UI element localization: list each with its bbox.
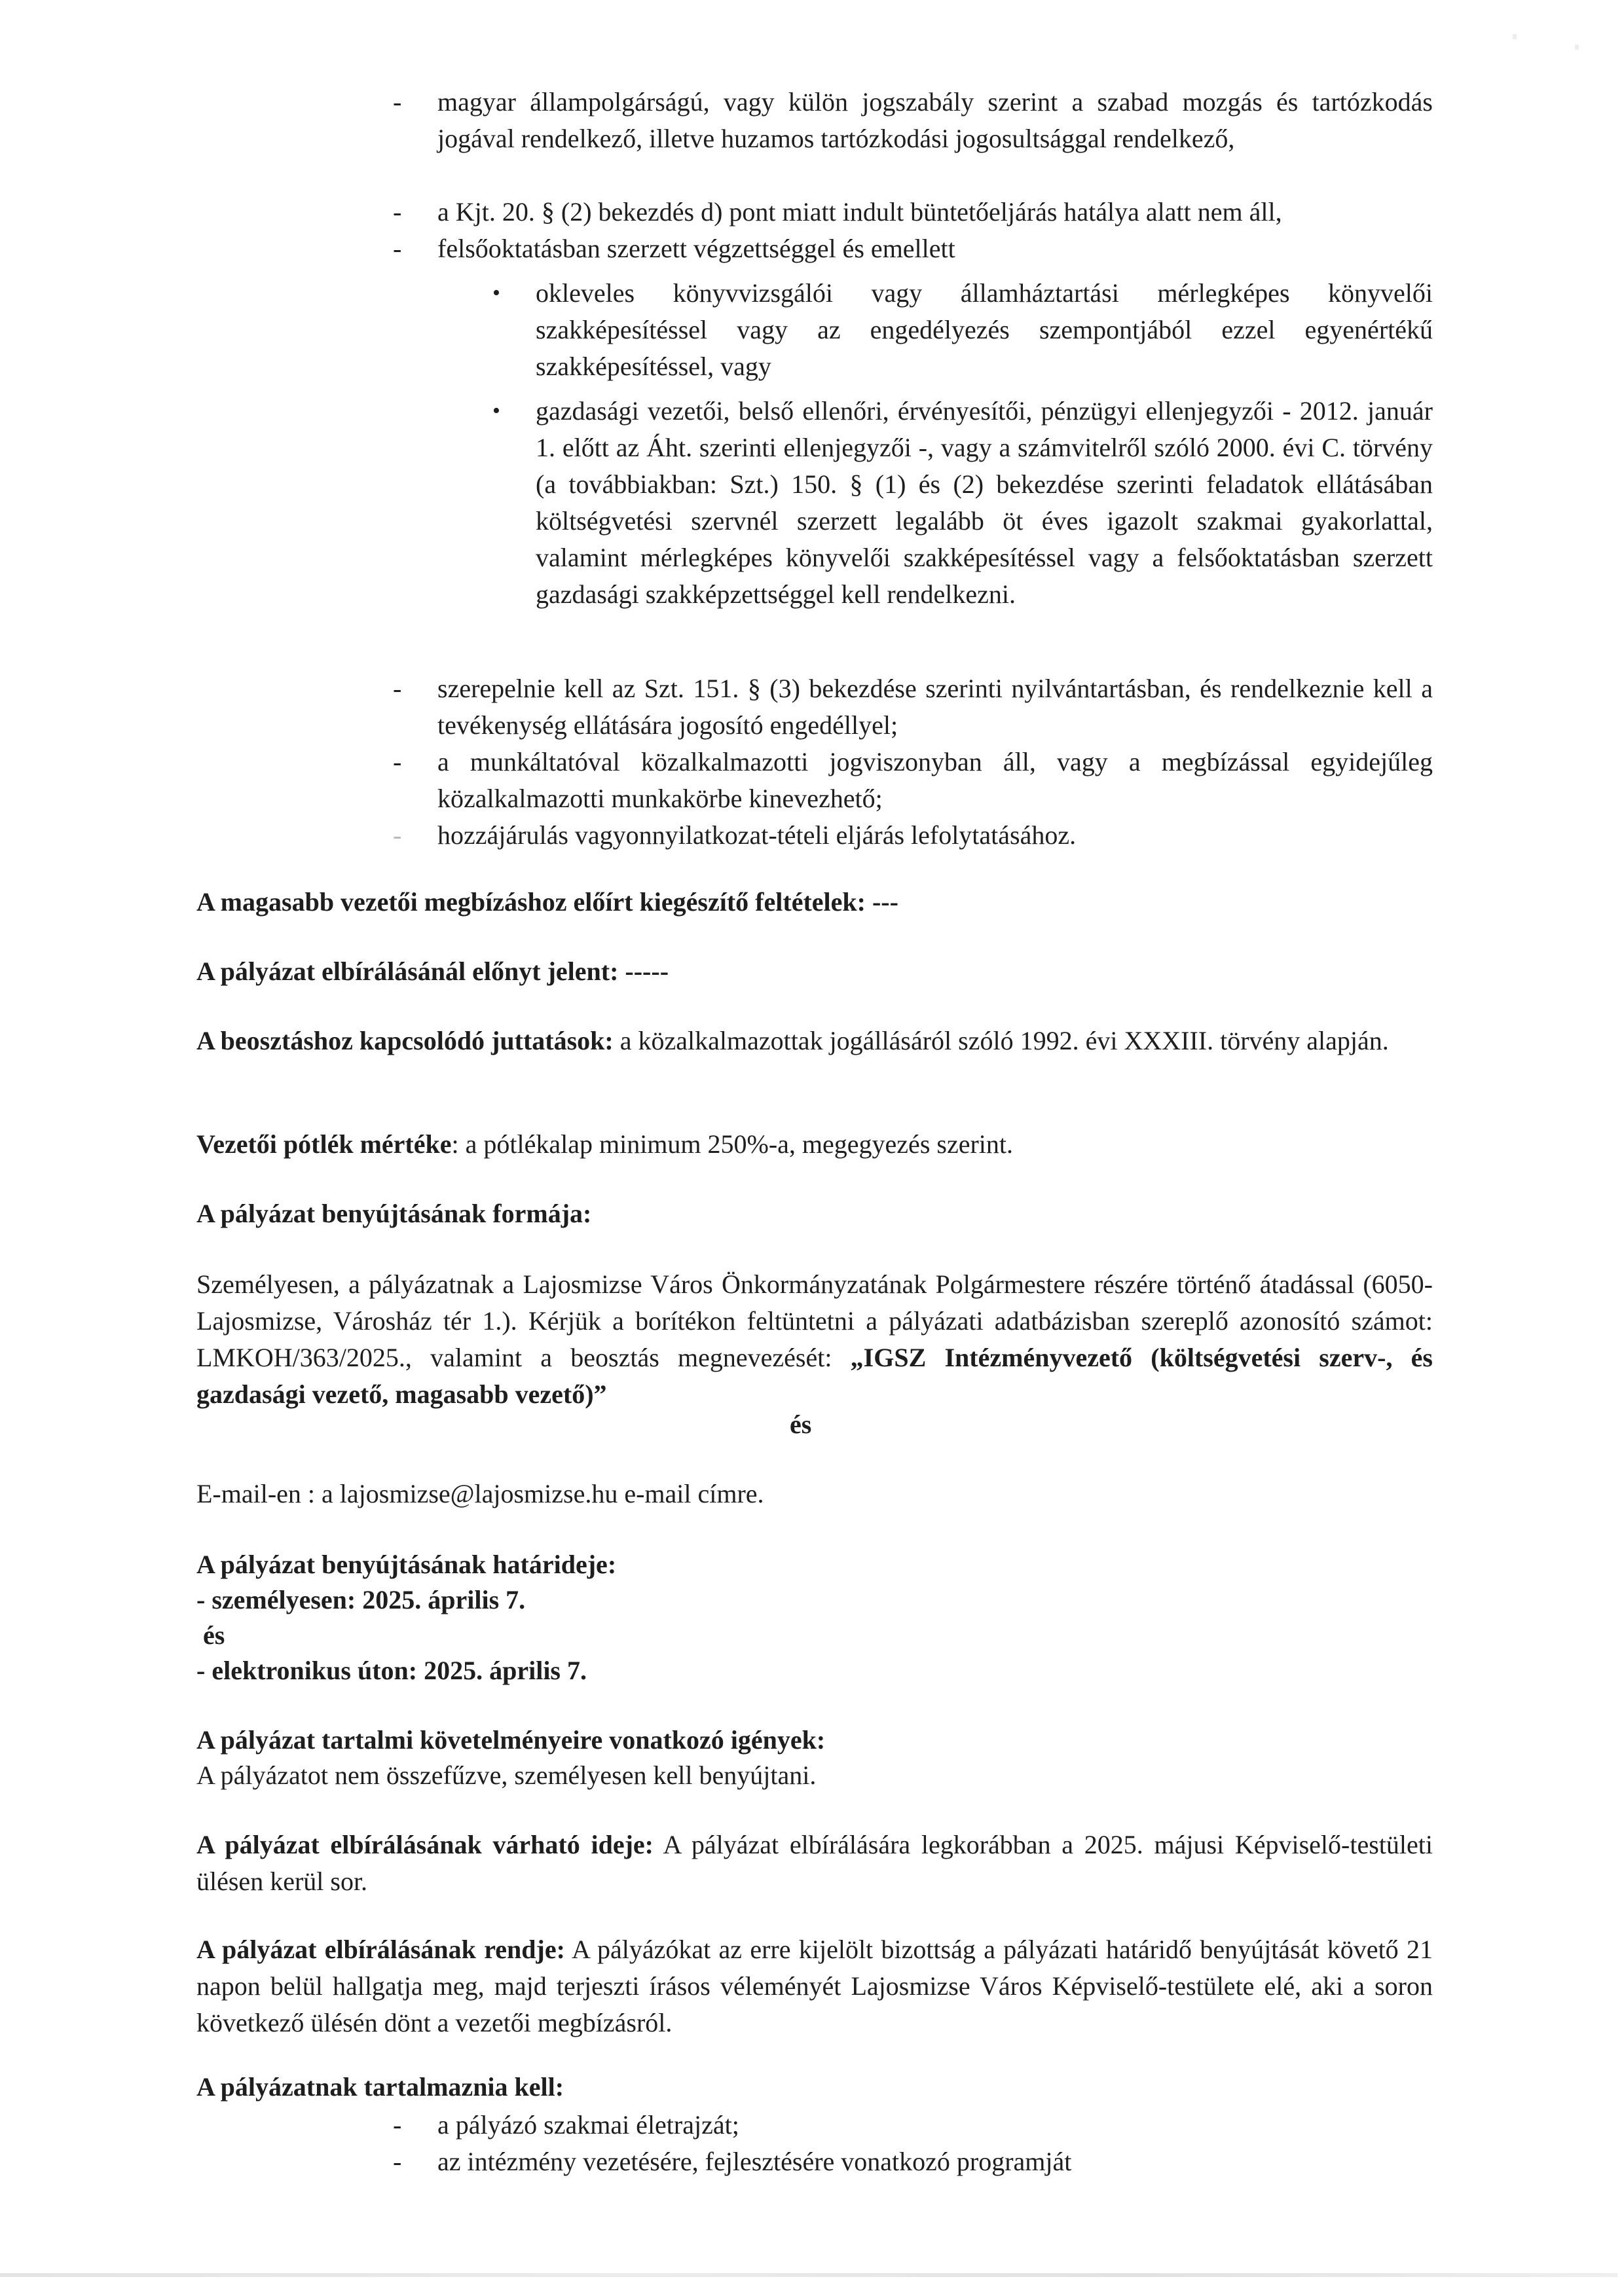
list-item xyxy=(393,84,1433,157)
section-label: A beosztáshoz kapcsolódó juttatások: xyxy=(196,1026,614,1055)
list-item xyxy=(393,230,1433,267)
scan-speck xyxy=(1513,34,1517,39)
submission-form-body xyxy=(196,1266,1433,1413)
bullet-marker: • xyxy=(492,399,500,423)
section-value: a közalkalmazottak jogállásáról szóló 1992. évi XXXIII. törvény alapján. xyxy=(613,1026,1389,1055)
list-item-text: hozzájárulás vagyonnyilatkozat-tételi eljárás lefolytatásához. xyxy=(437,820,1077,850)
allowance xyxy=(196,1126,1433,1163)
content-requirements-heading: A pályázat tartalmi követelményeire vonatkozó igények: xyxy=(196,1725,826,1755)
dash-marker: - xyxy=(393,2110,402,2140)
section-value: : a pótlékalap minimum 250%-a, megegyezés szerint. xyxy=(451,1129,1013,1159)
benefits xyxy=(196,1023,1433,1059)
dash-marker: - xyxy=(393,2147,402,2176)
list-item-text: a munkáltatóval közalkalmazotti jogviszonyban áll, vagy a megbízással egyidejűleg közalkalmazotti munkakörbe kinevezhető; xyxy=(437,747,1433,813)
section-value: ----- xyxy=(618,957,669,986)
section-label: Vezetői pótlék mértéke xyxy=(196,1129,452,1159)
bullet-marker: • xyxy=(492,281,500,305)
list-item-text: felsőoktatásban szerzett végzettséggel és emellett xyxy=(437,234,955,263)
scan-edge-line xyxy=(0,2273,1617,2277)
dash-marker: - xyxy=(393,234,402,263)
section-value: A pályázat elbírálására legkorábban a 2025. májusi Képviselő-testületi ülésen kerül sor. xyxy=(196,1830,1433,1896)
section-value: A pályázókat az erre kijelölt bizottság a pályázati határidő benyújtását követő 21 napon belül hallgatja meg, majd terjeszti írásos véleményét Lajosmizse Város Képviselő-testülete elé, aki a soron következő ülésén dönt a vezetői megbízásról. xyxy=(196,1935,1433,2037)
deadline-heading: A pályázat benyújtásának határideje: xyxy=(196,1550,617,1579)
list-item xyxy=(393,2107,1433,2143)
list-item xyxy=(492,393,1433,613)
list-item xyxy=(393,744,1433,817)
deadline-in-person: - személyesen: 2025. április 7. xyxy=(196,1585,526,1614)
dash-marker: - xyxy=(393,197,402,227)
dash-marker: - xyxy=(393,674,402,703)
position-name: „IGSZ Intézményvezető (költségvetési szerv-, és gazdasági vezető, magasabb vezető)” xyxy=(196,1343,1433,1409)
section-label: A pályázat elbírálásának rendje: xyxy=(196,1935,565,1964)
list-item xyxy=(393,670,1433,744)
evaluation-time xyxy=(196,1827,1433,1900)
submission-form-heading: A pályázat benyújtásának formája: xyxy=(196,1199,592,1228)
list-item-text: szerepelnie kell az Szt. 151. § (3) bekezdése szerinti nyilvántartásban, és rendelkeznie kell a tevékenység ellátására jogosító engedéllyel; xyxy=(437,674,1433,740)
email-line: E-mail-en : a lajosmizse@lajosmizse.hu e-mail címre. xyxy=(196,1479,764,1508)
dash-marker: - xyxy=(393,87,402,117)
list-item-text: magyar állampolgárságú, vagy külön jogszabály szerint a szabad mozgás és tartózkodás jogával rendelkező, illetve huzamos tartózkodási jogosultsággal rendelkező, xyxy=(437,87,1433,153)
dash-marker: - xyxy=(393,747,402,776)
additional-conditions xyxy=(196,884,1433,920)
list-item-text: a pályázó szakmai életrajzát; xyxy=(437,2110,739,2140)
scan-speck xyxy=(1575,45,1579,50)
section-value: --- xyxy=(865,887,898,917)
section-label: A pályázat elbírálásánál előnyt jelent: xyxy=(196,957,619,986)
list-item-text: okleveles könyvvizsgálói vagy államháztartási mérlegképes könyvelői szakképesítéssel vagy az engedélyezés szempontjából ezzel egyenértékű szakképesítéssel, vagy xyxy=(536,278,1433,381)
list-item xyxy=(393,194,1433,230)
list-item xyxy=(393,817,1433,854)
deadline-conjunction: és xyxy=(203,1620,225,1650)
submission-form-text: Személyesen, a pályázatnak a Lajosmizse Város Önkormányzatának Polgármestere részére történő átadással (6050-Lajosmizse, Városház tér 1.). Kérjük a borítékon feltüntetni a pályázati adatbázisban szereplő azonosító számot: LMKOH/363/2025., valamint a beosztás megnevezését: xyxy=(196,1269,1433,1372)
list-item xyxy=(393,2143,1433,2180)
list-item-text: az intézmény vezetésére, fejlesztésére vonatkozó programját xyxy=(437,2147,1072,2176)
deadline-electronic: - elektronikus úton: 2025. április 7. xyxy=(196,1656,587,1685)
content-requirements-body: A pályázatot nem összefűzve, személyesen kell benyújtani. xyxy=(196,1760,817,1790)
dash-marker: - xyxy=(393,820,402,850)
list-item-text: gazdasági vezetői, belső ellenőri, érvényesítői, pénzügyi ellenjegyzői - 2012. január 1. előtt az Áht. szerinti ellenjegyzői -, vagy a számvitelről szóló 2000. évi C. törvény (a továbbiakban: Szt.) 150. § (1) és (2) bekezdése szerinti feladatok ellátásában költségvetési szervnél szerzett legalább öt éves igazolt szakmai gyakorlattal, valamint mérlegképes könyvelői szakképesítéssel vagy a felsőoktatásban szerzett gazdasági szakképzettséggel kell rendelkezni. xyxy=(536,396,1433,609)
must-contain-heading: A pályázatnak tartalmaznia kell: xyxy=(196,2072,564,2102)
list-item xyxy=(492,275,1433,385)
section-label: A magasabb vezetői megbízáshoz előírt kiegészítő feltételek: xyxy=(196,887,866,917)
evaluation-order xyxy=(196,1931,1433,2041)
section-label: A pályázat elbírálásának várható ideje: xyxy=(196,1830,654,1859)
list-item-text: a Kjt. 20. § (2) bekezdés d) pont miatt indult büntetőeljárás hatálya alatt nem áll, xyxy=(437,197,1282,227)
conjunction-es: és xyxy=(790,1410,812,1439)
advantage xyxy=(196,953,1433,990)
